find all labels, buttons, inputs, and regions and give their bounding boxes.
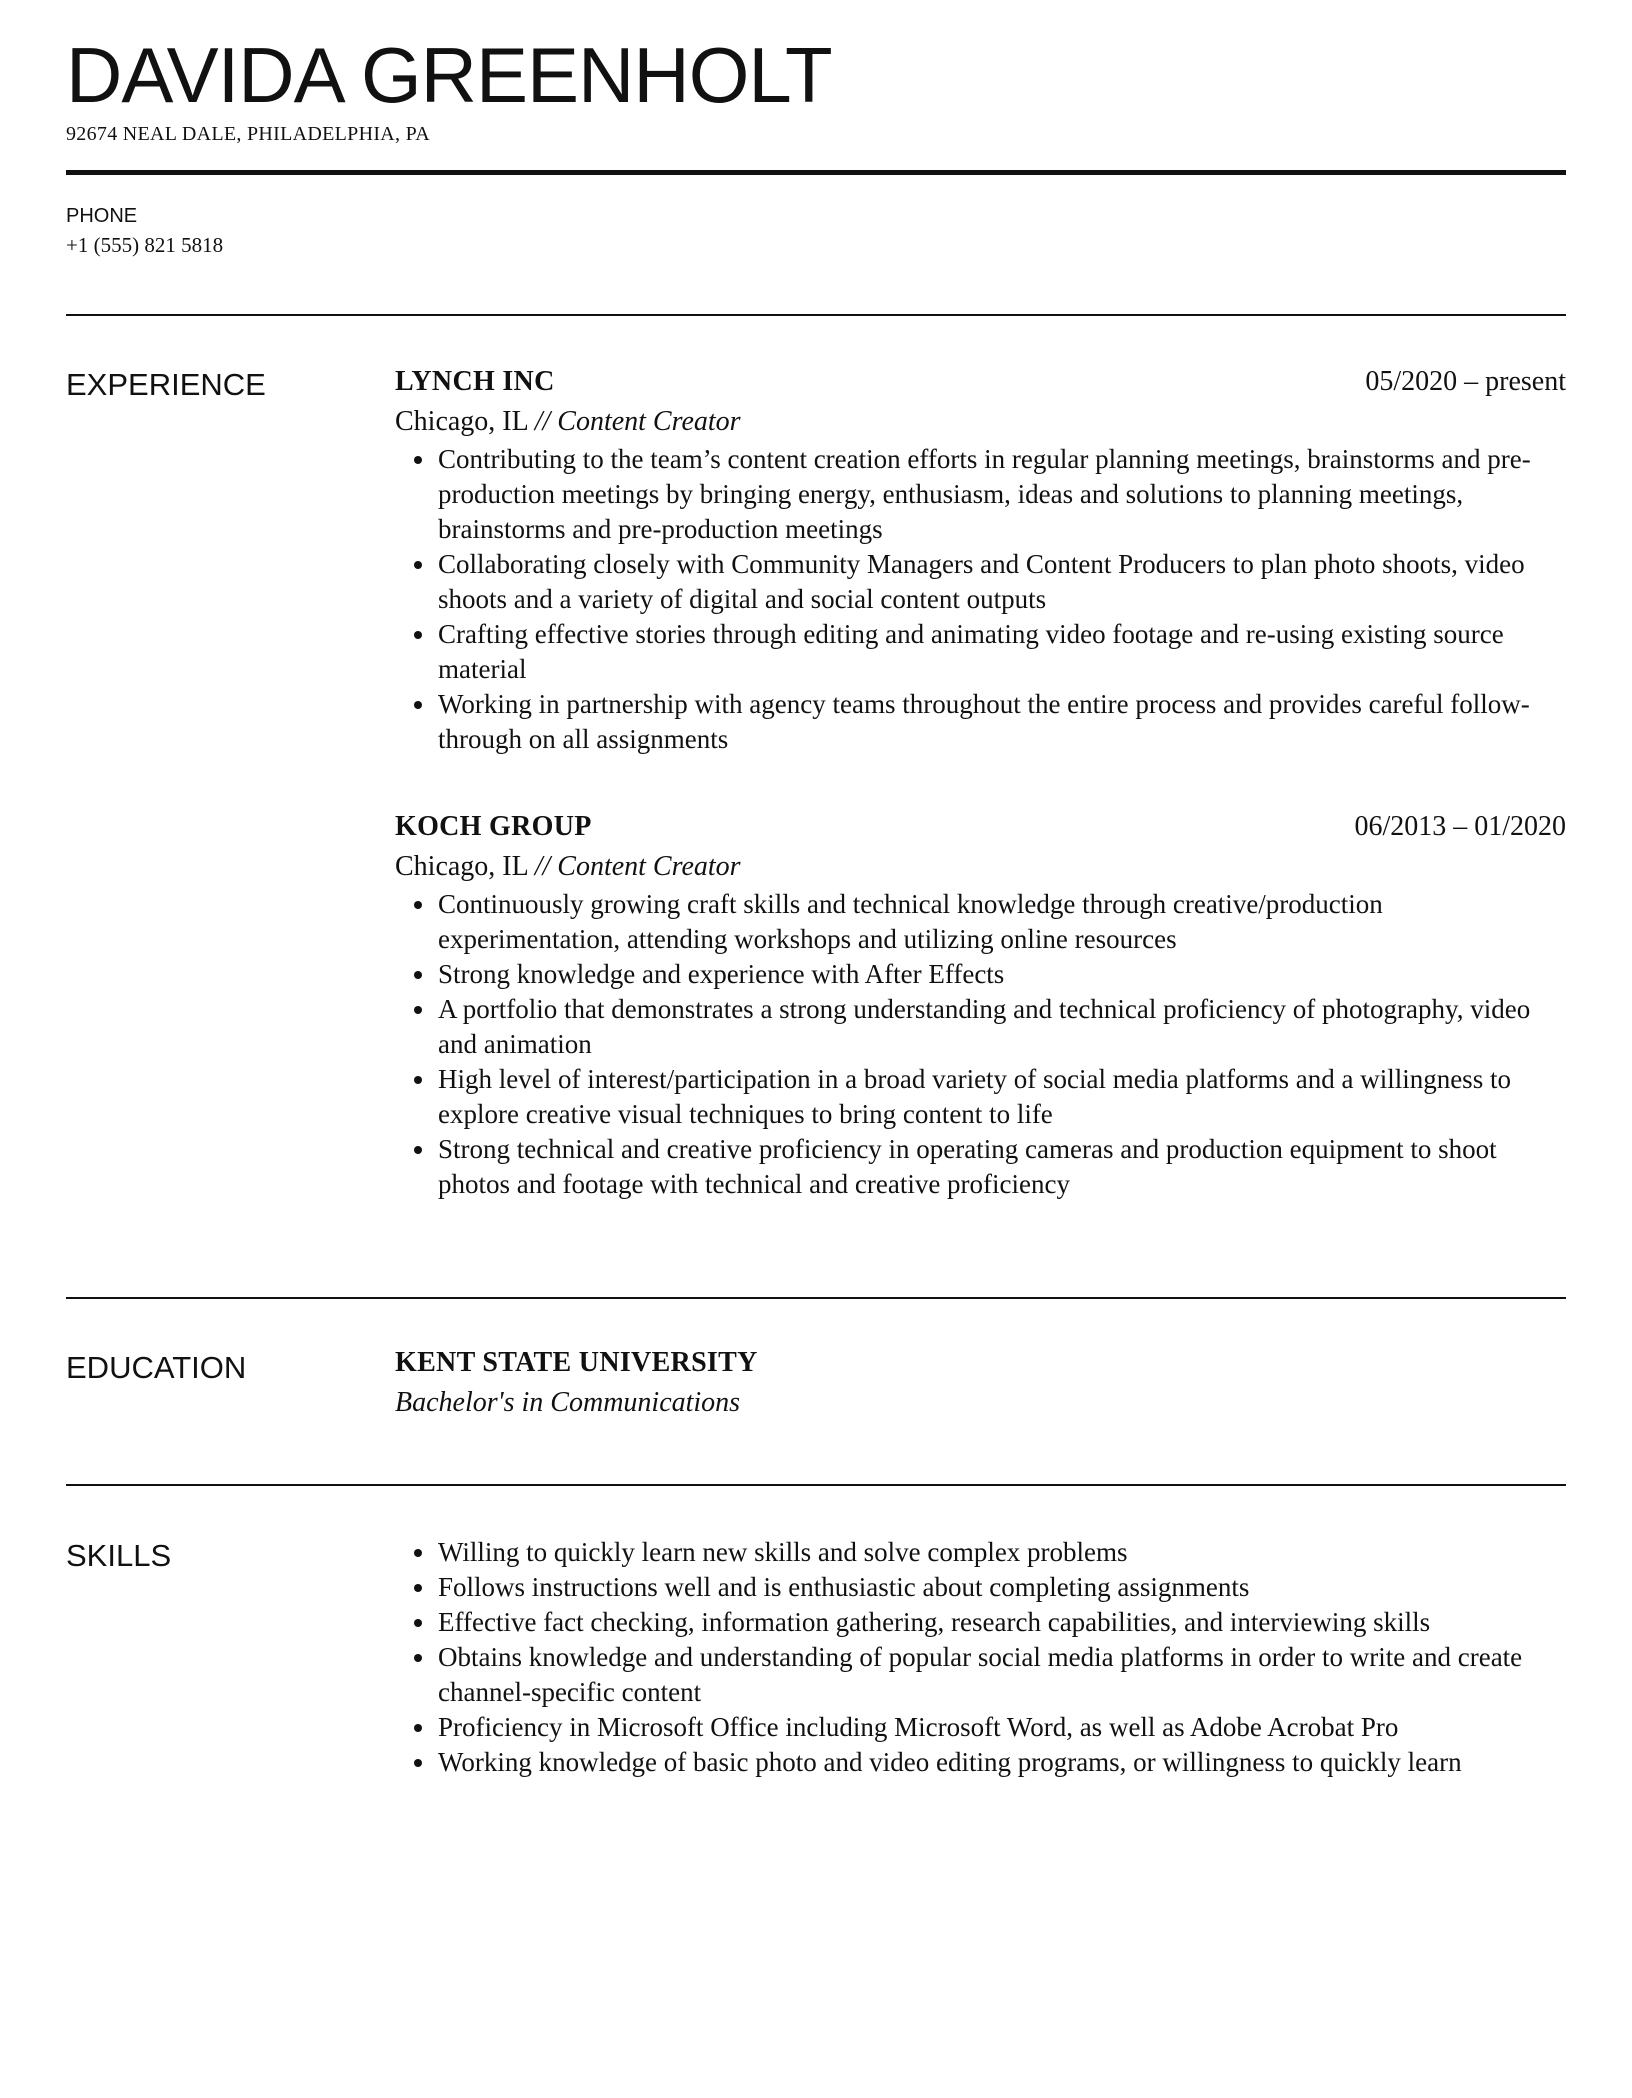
list-item: Obtains knowledge and understanding of popular social media platforms in order to write and create channel-specific content — [438, 1640, 1566, 1710]
location-role-separator: // — [534, 406, 551, 437]
job-header — [395, 807, 1566, 847]
section-divider-experience — [66, 314, 1566, 316]
header-divider — [66, 170, 1566, 175]
job-location-role — [395, 402, 1566, 442]
company-name: LYNCH INC — [395, 366, 555, 397]
job-location: Chicago, IL — [395, 851, 528, 882]
location-role-separator: // — [534, 851, 551, 882]
list-item: Continuously growing craft skills and technical knowledge through creative/production experimentation, attending workshops and utilizing online resources — [438, 887, 1566, 957]
phone-number: +1 (555) 821 5818 — [66, 233, 224, 257]
list-item: Contributing to the team’s content creation efforts in regular planning meetings, brainstorms and pre-production meetings by bringing energy, enthusiasm, ideas and solutions to planning meetings, brainstorms and pre-production meetings — [438, 442, 1566, 547]
list-item: Willing to quickly learn new skills and solve complex problems — [438, 1535, 1566, 1570]
section-divider-education — [66, 1297, 1566, 1299]
job-role: Content Creator — [557, 406, 741, 437]
list-item: Proficiency in Microsoft Office including Microsoft Word, as well as Adobe Acrobat Pro — [438, 1710, 1566, 1745]
education-title: EDUCATION — [66, 1350, 247, 1385]
section-divider-skills — [66, 1484, 1566, 1486]
list-item: Working knowledge of basic photo and video editing programs, or willingness to quickly learn — [438, 1745, 1566, 1780]
skills-title: SKILLS — [66, 1538, 172, 1573]
job-entry — [395, 807, 1566, 1202]
degree: Bachelor's in Communications — [395, 1387, 741, 1418]
job-dates: 05/2020 – present — [1365, 366, 1566, 397]
list-item: A portfolio that demonstrates a strong understanding and technical proficiency of photography, video and animation — [438, 992, 1566, 1062]
list-item: Follows instructions well and is enthusiastic about completing assignments — [438, 1570, 1566, 1605]
skills-content — [395, 1535, 1566, 1780]
list-item: Working in partnership with agency teams throughout the entire process and provides careful follow-through on all assignments — [438, 687, 1566, 757]
education-content — [395, 1343, 1566, 1423]
list-item: High level of interest/participation in a broad variety of social media platforms and a willingness to explore creative visual techniques to bring content to life — [438, 1062, 1566, 1132]
job-entry — [395, 362, 1566, 757]
list-item: Strong technical and creative proficiency in operating cameras and production equipment to shoot photos and footage with technical and creative proficiency — [438, 1132, 1566, 1202]
job-role: Content Creator — [557, 851, 741, 882]
list-item: Strong knowledge and experience with After Effects — [438, 957, 1566, 992]
job-bullets — [395, 887, 1566, 1202]
company-name: KOCH GROUP — [395, 811, 592, 842]
job-header — [395, 362, 1566, 402]
experience-title: EXPERIENCE — [66, 367, 266, 402]
list-item: Collaborating closely with Community Managers and Content Producers to plan photo shoots, video shoots and a variety of digital and social content outputs — [438, 547, 1566, 617]
phone-label: PHONE — [66, 205, 138, 227]
candidate-name: DAVIDA GREENHOLT — [66, 31, 832, 119]
skills-list — [395, 1535, 1566, 1780]
list-item: Effective fact checking, information gathering, research capabilities, and interviewing skills — [438, 1605, 1566, 1640]
list-item: Crafting effective stories through editing and animating video footage and re-using existing source material — [438, 617, 1566, 687]
job-location: Chicago, IL — [395, 406, 528, 437]
job-dates: 06/2013 – 01/2020 — [1354, 811, 1566, 842]
experience-content — [395, 362, 1566, 1202]
address: 92674 NEAL DALE, PHILADELPHIA, PA — [66, 123, 430, 145]
school-name: KENT STATE UNIVERSITY — [395, 1347, 758, 1378]
job-bullets — [395, 442, 1566, 757]
job-location-role — [395, 847, 1566, 887]
